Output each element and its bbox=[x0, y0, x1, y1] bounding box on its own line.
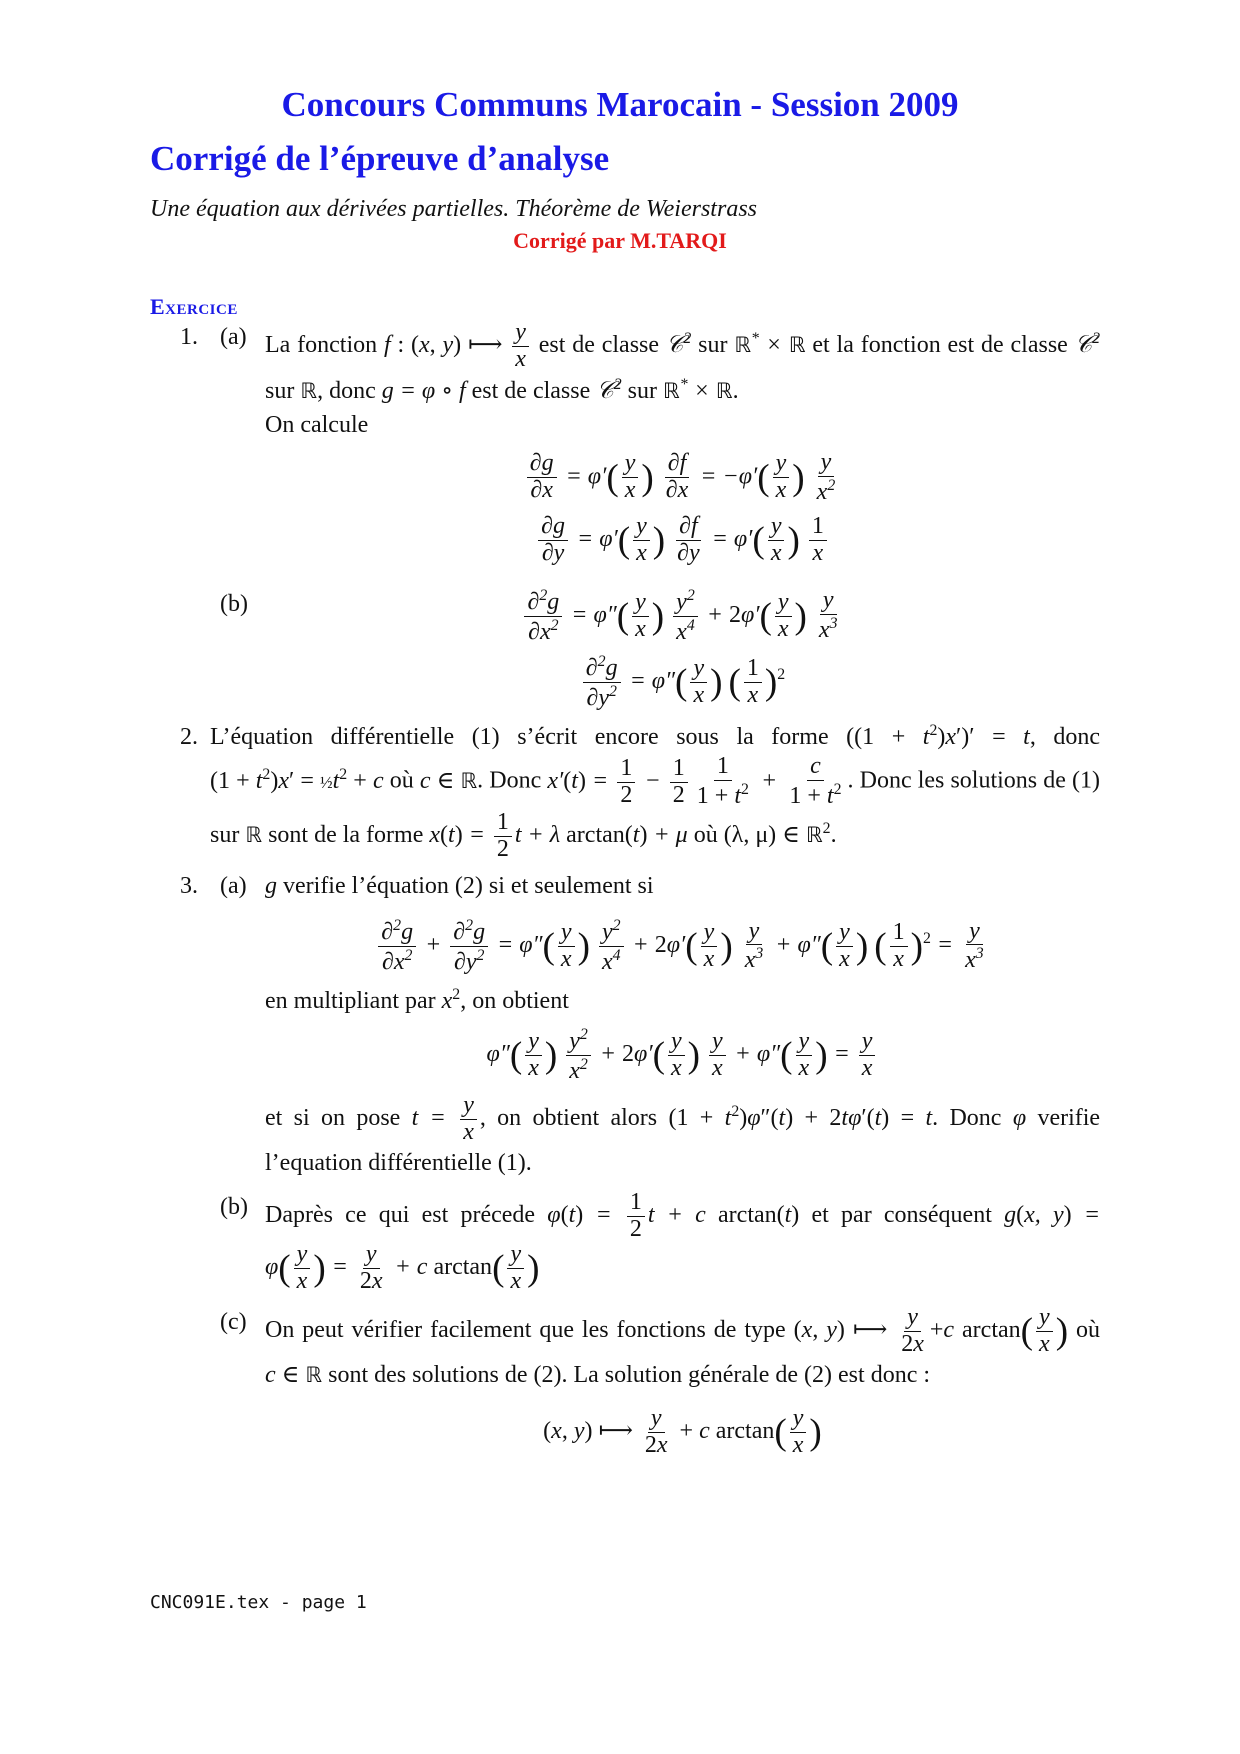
part-label: (a) bbox=[220, 872, 247, 899]
paragraph: On peut vérifier facilement que les fonctions de type (x, y) ⟼ $\frac{y}{2x}$ +c arctan( $\frac{y}{x}$ ) où c ∈ ℝ sont des solutions de (2). La solution générale de (2) est donc : bbox=[265, 1304, 1101, 1389]
part-label: (b) bbox=[220, 1193, 248, 1220]
equation-d2g-dx2: $\frac{\partial^2g}{\partial x^2}$ = φ″( $\frac{y}{x}$ ) $\frac{y^2}{x^4}$ + 2φ′( $\frac{y}{x}$ ) $\frac{y}{x^3}$ bbox=[265, 587, 1100, 646]
paragraph: Daprès ce qui est précede φ(t) = $\frac{1}{2}$ t + c arctan(t) et par conséquent g(x, y) = φ( $\frac{y}{x}$ ) = $\frac{y}{2x}$ + c arctan( $\frac{y}{x}$ ) bbox=[265, 1188, 1101, 1295]
question-number: 1. bbox=[180, 324, 198, 350]
question-1 bbox=[150, 320, 1100, 712]
question-3b bbox=[150, 1190, 1100, 1296]
equation-d2g-dy2: $\frac{\partial^2g}{\partial y^2}$ = φ″( $\frac{y}{x}$ ) ( $\frac{1}{x}$ )$^2$ bbox=[265, 653, 1100, 712]
question-1b bbox=[150, 587, 1100, 713]
part-label: (a) bbox=[220, 324, 247, 350]
part-label: (b) bbox=[220, 590, 248, 617]
paragraph: g verifie l’équation (2) si et seulement si bbox=[265, 872, 654, 899]
equation-general-solution: (x, y) ⟼ $\frac{y}{2x}$ + c arctan( $\frac{y}{x}$ ) bbox=[543, 1405, 822, 1459]
question-2 bbox=[150, 720, 1100, 863]
question-3 bbox=[150, 869, 1100, 1459]
document-author: Corrigé par M.TARQI bbox=[513, 228, 727, 253]
equation-dg-dy: $\frac{\partial g}{\partial y}$ = φ′( $\frac{y}{x}$ ) $\frac{\partial f}{\partial y}$ = φ′( $\frac{y}{x}$ ) $\frac{1}{x}$ bbox=[265, 514, 1100, 567]
page-footer: CNC091E.tex - page 1 bbox=[150, 1592, 367, 1613]
document-title: Concours Communs Marocain - Session 2009 bbox=[281, 85, 959, 124]
document-topic: Une équation aux dérivées partielles. Théorème de Weierstrass bbox=[150, 196, 757, 222]
paragraph: L’équation différentielle (1) s’écrit encore sous la forme $((1 + t^2)x')' = t$, donc $(1 + t^2)x'$ = $\frac{1}{2}t^2 + c$ où c ∈ ℝ. Donc x′(t) = $\frac{1}{2}$ − $\frac{1}{2}$ $\frac{1}{1 + t^2}$ + $\frac{c}{1 + t^2}$ . Donc les solutions de (1) sur ℝ sont de la forme x(t) = $\frac{1}{2}$ t + λ arctan(t) + μ où (λ, μ) ∈ ℝ$^2$. bbox=[210, 722, 1101, 863]
question-3a bbox=[150, 869, 1100, 1180]
part-label: (c) bbox=[220, 1309, 247, 1336]
paragraph: en multipliant par $x^2$, on obtient bbox=[265, 985, 569, 1014]
document-subtitle: Corrigé de l’épreuve d’analyse bbox=[150, 139, 610, 178]
question-number: 3. bbox=[180, 872, 198, 899]
section-title: Exercice bbox=[150, 294, 238, 319]
equation-multiplied: φ″( $\frac{y}{x}$ ) $\frac{y^2}{x^2}$ + 2φ′( $\frac{y}{x}$ ) $\frac{y}{x}$ + φ″( $\frac{y}{x}$ ) = $\frac{y}{x}$ bbox=[265, 1026, 1100, 1085]
equation-dg-dx: $\frac{\partial g}{\partial x}$ = φ′( $\frac{y}{x}$ ) $\frac{\partial f}{\partial x}$ = −φ′( $\frac{y}{x}$ ) $\frac{y}{x^2}$ bbox=[265, 450, 1100, 506]
paragraph: et si on pose t = $\frac{y}{x}$ , on obtient alors $(1 + t^2)\varphi''(t) + 2t\varphi'(t) = t$. Donc φ verifie l’equation différentielle (1). bbox=[265, 1091, 1101, 1176]
question-3c bbox=[150, 1305, 1100, 1459]
paragraph: La fonction f : (x, y) ⟼ $\frac{y}{x}$ est de classe 𝒞$^2$ sur ℝ* × ℝ et la fonction est de classe 𝒞$^2$ sur ℝ, donc g = φ ∘ f est de classe 𝒞$^2$ sur ℝ* × ℝ. On calcule bbox=[265, 319, 1101, 438]
equation-laplacian: $\frac{\partial^2g}{\partial x^2}$ + $\frac{\partial^2g}{\partial y^2}$ = φ″( $\frac{y}{x}$ ) $\frac{y^2}{x^4}$ + 2φ′( $\frac{y}{x}$ ) $\frac{y}{x^3}$ + φ″( $\frac{y}{x}$ ) ( $\frac{1}{x}$ )$^2$ = $\frac{y}{x^3}$ bbox=[265, 917, 1100, 976]
question-1a bbox=[150, 320, 1100, 567]
question-number: 2. bbox=[180, 724, 198, 751]
document-body bbox=[150, 320, 1100, 1467]
